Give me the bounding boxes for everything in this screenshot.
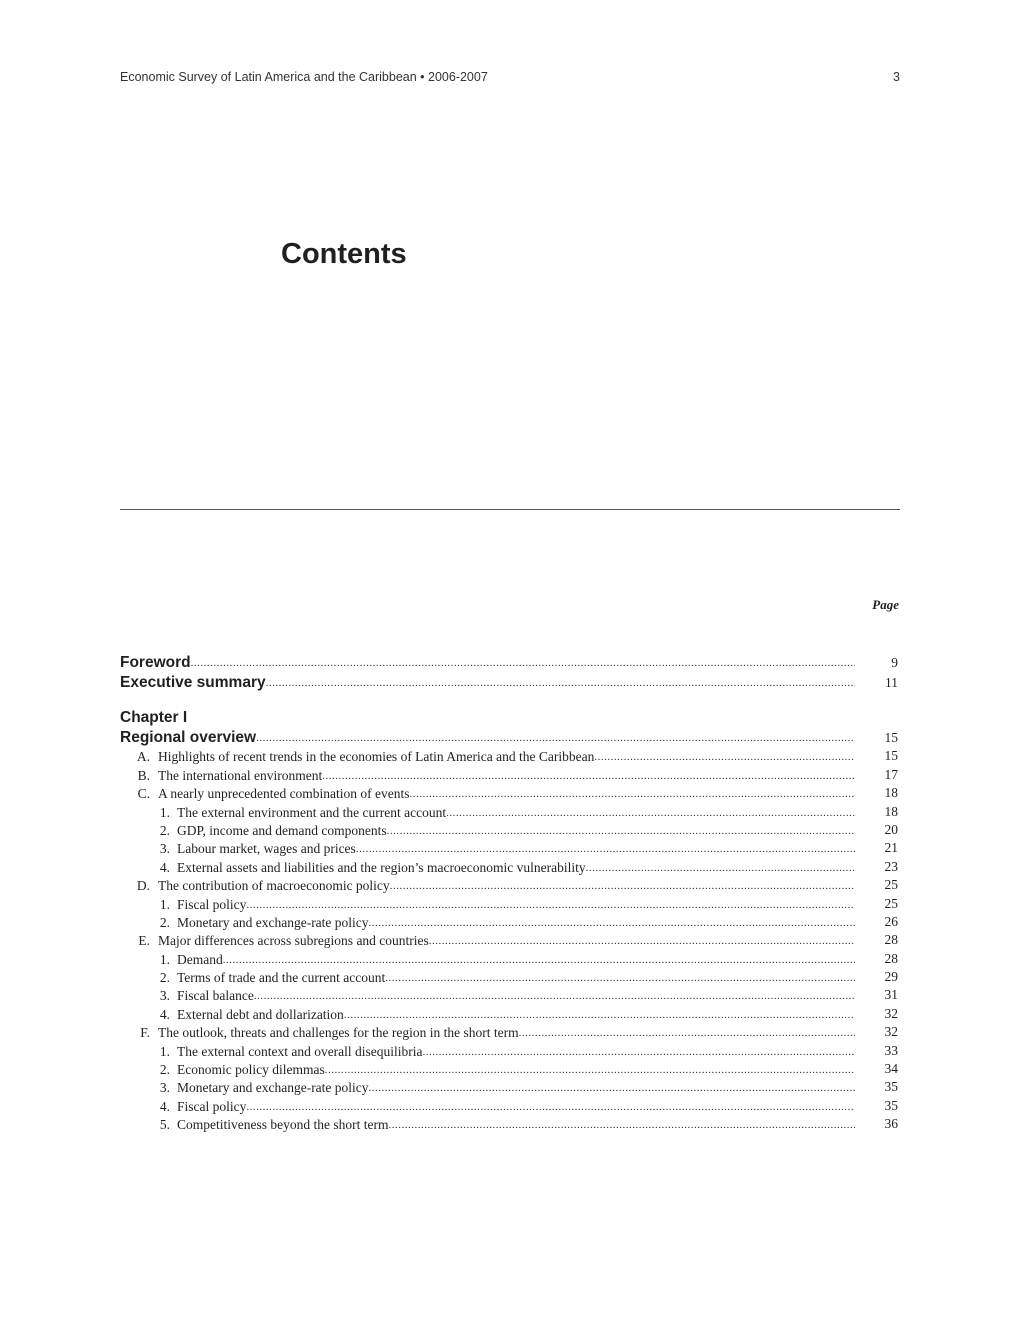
dot-leader — [369, 1082, 855, 1096]
toc-entry-number: 1. — [159, 804, 170, 820]
toc-entry-page: 35 — [884, 1097, 898, 1113]
dot-leader — [344, 1009, 855, 1023]
toc-entry-title: Competitiveness beyond the short term — [177, 1117, 389, 1133]
toc-entry-page: 21 — [884, 840, 898, 856]
toc-entry-title: The outlook, threats and challenges for the region in the short term — [158, 1025, 519, 1041]
toc-entry-title: Economic policy dilemmas — [177, 1062, 325, 1078]
toc-entry-number: E. — [138, 933, 150, 949]
toc-entry-title: Demand — [177, 951, 223, 967]
toc-entry-page: 18 — [884, 785, 898, 801]
toc-entry[interactable] — [120, 747, 900, 765]
toc-entry-label-group — [120, 933, 429, 949]
toc-entry[interactable] — [120, 876, 900, 894]
toc-entry-page: 32 — [884, 1005, 898, 1021]
toc-entry-label-group — [120, 709, 187, 727]
toc-entry[interactable] — [120, 802, 900, 820]
toc-entry-number: C. — [137, 786, 150, 802]
toc-entry-label-group — [120, 768, 322, 784]
dot-leader — [594, 751, 855, 765]
dot-leader — [423, 1046, 855, 1060]
toc-entry-label-group — [120, 823, 387, 839]
toc-entry-number: 2. — [159, 914, 170, 930]
page-column-label: Page — [872, 597, 899, 612]
dot-leader — [191, 657, 855, 672]
dot-leader — [266, 677, 855, 692]
toc-entry[interactable] — [120, 1004, 900, 1022]
toc-entry-page: 32 — [884, 1024, 898, 1040]
dot-leader — [387, 825, 855, 839]
toc-entry[interactable] — [120, 1078, 900, 1096]
toc-entry-label-group — [120, 1117, 388, 1133]
toc-entry[interactable] — [120, 727, 900, 747]
dot-leader — [388, 1119, 855, 1133]
toc-entry-label-group — [120, 1099, 246, 1115]
dot-leader — [246, 899, 855, 913]
toc-entry-label-group — [120, 897, 246, 913]
toc-entry-title: Monetary and exchange-rate policy — [177, 914, 369, 930]
toc-entry-label-group — [120, 654, 191, 672]
toc-entry[interactable] — [120, 968, 900, 986]
dot-leader — [446, 807, 855, 821]
toc-entry-number: B. — [137, 767, 150, 783]
toc-entry-page: 28 — [884, 950, 898, 966]
dot-leader — [325, 1064, 855, 1078]
toc-entry-number: 1. — [159, 1043, 170, 1059]
toc-entry-title: Terms of trade and the current account — [177, 970, 386, 986]
toc-entry-title: GDP, income and demand components — [177, 822, 387, 838]
toc-entry[interactable] — [120, 784, 900, 802]
toc-entry[interactable] — [120, 1041, 900, 1059]
toc-entry[interactable] — [120, 1060, 900, 1078]
toc-entry-title: A nearly unprecedented combination of events — [158, 786, 410, 802]
toc-entry-label-group — [120, 915, 369, 931]
toc-entry[interactable] — [120, 857, 900, 875]
toc-entry-number: 2. — [159, 822, 170, 838]
toc-entry-title: Highlights of recent trends in the economies of Latin America and the Caribbean — [158, 749, 595, 765]
dot-leader — [586, 862, 855, 876]
toc-entry-label-group — [120, 786, 410, 802]
toc-entry[interactable] — [120, 949, 900, 967]
toc-entry-number: 4. — [159, 1006, 170, 1022]
toc-entry-title: Fiscal policy — [177, 1098, 247, 1114]
toc-entry[interactable] — [120, 894, 900, 912]
toc-entry-page: 28 — [884, 932, 898, 948]
dot-leader — [322, 770, 855, 784]
toc-entry[interactable] — [120, 672, 900, 692]
toc-entry-page: 15 — [884, 748, 898, 764]
toc-entry-label-group — [120, 878, 390, 894]
toc-entry[interactable] — [120, 931, 900, 949]
toc-entry[interactable] — [120, 1096, 900, 1114]
toc-entry-label-group — [120, 952, 223, 968]
toc-entry-title: Fiscal balance — [177, 988, 254, 1004]
toc-entry-page: 29 — [884, 969, 898, 985]
toc-entry-title: Major differences across subregions and countries — [158, 933, 429, 949]
toc-entry-title: Fiscal policy — [177, 896, 247, 912]
toc-entry-number: 2. — [159, 970, 170, 986]
toc-entry-number: F. — [140, 1025, 150, 1041]
toc-entry-number: 3. — [159, 1080, 170, 1096]
toc-entry-page: 23 — [884, 858, 898, 874]
toc-entry-number: 2. — [159, 1062, 170, 1078]
toc-entry-page: 18 — [884, 803, 898, 819]
toc-entry-page: 35 — [884, 1079, 898, 1095]
toc-entry-label-group — [120, 805, 446, 821]
dot-leader — [223, 954, 855, 968]
table-of-contents — [120, 652, 900, 1133]
dot-leader — [256, 732, 855, 747]
toc-entry-number: 5. — [159, 1117, 170, 1133]
toc-entry-label-group — [120, 1044, 423, 1060]
toc-entry-page: 36 — [884, 1116, 898, 1132]
toc-entry-page: 15 — [884, 730, 898, 745]
toc-entry-title: Regional overview — [120, 729, 257, 746]
toc-chapter-heading — [120, 707, 900, 727]
dot-leader — [246, 1101, 855, 1115]
toc-entry-title: Monetary and exchange-rate policy — [177, 1080, 369, 1096]
toc-entry-label-group — [120, 860, 586, 876]
toc-entry-title: The external context and overall disequilibria — [177, 1043, 423, 1059]
toc-entry-label-group — [120, 1062, 325, 1078]
dot-leader — [254, 990, 855, 1004]
toc-entry-page: 20 — [884, 821, 898, 837]
toc-entry-label-group — [120, 674, 266, 692]
toc-entry-title: External assets and liabilities and the region’s macroeconomic vulnerability — [177, 859, 586, 875]
toc-entry-number: 4. — [159, 1098, 170, 1114]
toc-entry-number: 4. — [159, 859, 170, 875]
toc-entry-page: 25 — [884, 877, 898, 893]
toc-entry-label-group — [120, 1080, 369, 1096]
toc-entry-number: D. — [136, 878, 150, 894]
dot-leader — [356, 843, 855, 857]
toc-entry-label-group — [120, 970, 385, 986]
toc-entry-label-group — [120, 1007, 344, 1023]
toc-entry[interactable] — [120, 913, 900, 931]
toc-entry-page: 33 — [884, 1042, 898, 1058]
toc-entry-number: 1. — [159, 951, 170, 967]
toc-entry-page: 9 — [891, 655, 898, 670]
header-page-number: 3 — [893, 70, 900, 84]
toc-entry-title: Foreword — [120, 654, 191, 671]
toc-entry[interactable] — [120, 765, 900, 783]
toc-entry-title: Executive summary — [120, 674, 266, 691]
toc-entry[interactable] — [120, 986, 900, 1004]
dot-leader — [429, 935, 855, 949]
toc-entry[interactable] — [120, 839, 900, 857]
toc-entry-number: 3. — [159, 988, 170, 1004]
toc-entry-page: 31 — [884, 987, 898, 1003]
toc-entry[interactable] — [120, 821, 900, 839]
toc-entry-page: 11 — [885, 675, 898, 690]
toc-entry-number: 3. — [159, 841, 170, 857]
toc-entry-title: Chapter I — [120, 709, 188, 726]
toc-entry-page: 25 — [884, 895, 898, 911]
toc-entry-label-group — [120, 749, 594, 765]
toc-entry-title: The contribution of macroeconomic policy — [158, 878, 390, 894]
dot-leader — [390, 880, 855, 894]
dot-leader — [410, 788, 855, 802]
toc-entry[interactable] — [120, 1115, 900, 1133]
dot-leader — [385, 972, 855, 986]
dot-leader — [369, 917, 855, 931]
toc-entry-label-group — [120, 1025, 519, 1041]
toc-entry-number: 1. — [159, 896, 170, 912]
toc-entry-title: The external environment and the current account — [177, 804, 447, 820]
toc-entry-title: The international environment — [158, 767, 323, 783]
page-title: Contents — [281, 238, 407, 270]
toc-entry[interactable] — [120, 1023, 900, 1041]
toc-entry-label-group — [120, 988, 254, 1004]
toc-entry-page: 26 — [884, 913, 898, 929]
toc-entry-label-group — [120, 729, 256, 747]
toc-entry-number: A. — [136, 749, 150, 765]
toc-entry-title: External debt and dollarization — [177, 1006, 344, 1022]
toc-entry-page: 34 — [884, 1061, 898, 1077]
running-header-title: Economic Survey of Latin America and the Caribbean • 2006-2007 — [120, 70, 488, 84]
toc-entry[interactable] — [120, 652, 900, 672]
toc-entry-label-group — [120, 841, 356, 857]
divider — [120, 509, 900, 510]
toc-entry-page: 17 — [884, 766, 898, 782]
toc-entry-title: Labour market, wages and prices — [177, 841, 356, 857]
dot-leader — [519, 1027, 855, 1041]
